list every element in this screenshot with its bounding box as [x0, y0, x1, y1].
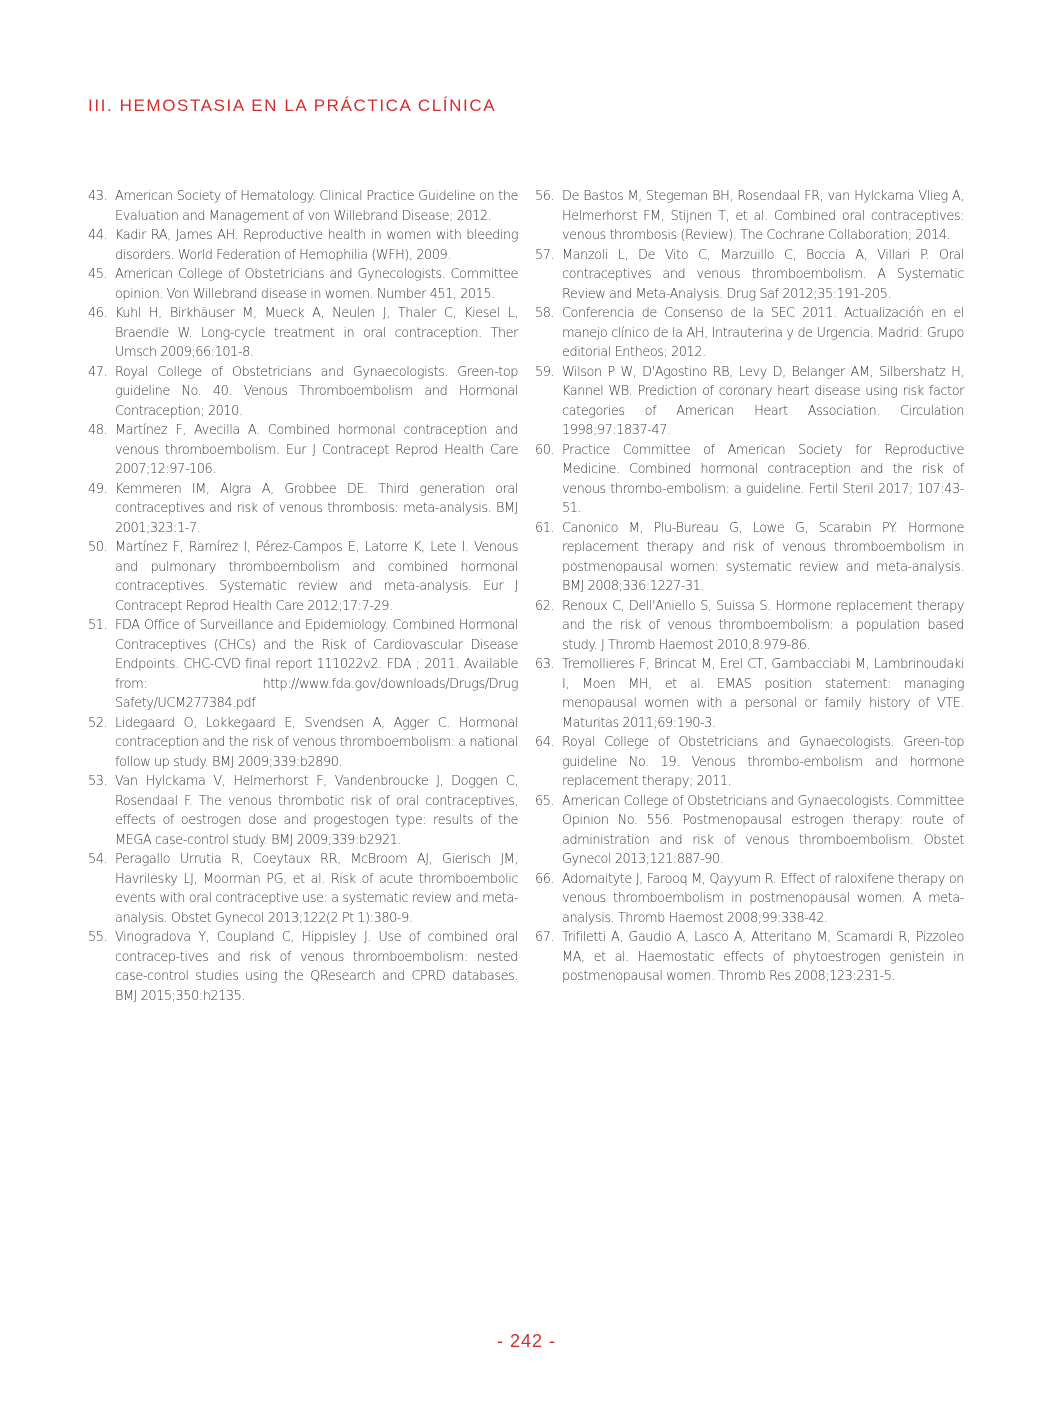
reference-item	[535, 733, 964, 792]
reference-number: 67.	[535, 930, 555, 945]
reference-number: 47.	[88, 364, 108, 380]
reference-item	[88, 714, 518, 773]
reference-number: 57.	[535, 247, 555, 263]
reference-text: Kuhl H, Birkhäuser M, Mueck A, Neulen J, Thaler C, Kiesel L, Braendle W. Long-cycle treatment in oral contraception. Ther Umsch 2009;66:101-8.	[115, 306, 518, 360]
reference-item	[88, 421, 518, 480]
reference-item	[535, 363, 964, 441]
reference-item	[88, 928, 518, 1006]
reference-number: 54.	[88, 852, 108, 867]
reference-item	[88, 363, 518, 422]
section-title: III. HEMOSTASIA EN LA PRÁCTICA CLÍNICA	[88, 96, 497, 115]
reference-item	[88, 265, 518, 304]
reference-text: Lidegaard O, Lokkegaard E, Svendsen A, Agger C. Hormonal contraception and the risk of venous thromboembolism: a national follow up study. BMJ 2009;339:b2890.	[115, 715, 518, 770]
reference-text: American College of Obstetricians and Gynaecologists. Committee Opinion No. 556. Postmenopausal estrogen therapy: route of administration and risk of venous thromboembolism. Obstet Gynecol 2013;121:887-90.	[562, 793, 964, 867]
reference-item	[88, 226, 518, 265]
reference-text: Renoux C, Dell'Aniello S, Suissa S. Hormone replacement therapy and the risk of venous thromboembolism: a population based study. J Thromb Haemost 2010;8:979-86.	[562, 598, 964, 653]
reference-number: 61.	[535, 520, 555, 536]
reference-text: De Bastos M, Stegeman BH, Rosendaal FR, van Hylckama Vlieg A, Helmerhorst FM, Stijnen T, et al. Combined oral contraceptives: venous thrombosis (Review). The Cochrane Collaboration; 2014.	[562, 189, 964, 243]
reference-item	[88, 616, 518, 714]
reference-number: 46.	[88, 306, 108, 321]
reference-text: Trifiletti A, Gaudio A, Lasco A, Atteritano M, Scamardi R, Pizzoleo MA, et al. Haemostatic effects of phytoestrogen genistein in postmenopausal women. Thromb Res 2008;123:231-5.	[562, 930, 964, 984]
reference-text: Martínez F, Avecilla A. Combined hormonal contraception and venous thromboembolism. Eur J Contracept Reprod Health Care 2007;12:97-106.	[115, 423, 518, 477]
reference-item	[535, 928, 964, 987]
reference-text: Van Hylckama V, Helmerhorst F, Vandenbroucke J, Doggen C, Rosendaal F. The venous thrombotic risk of oral contraceptives, effects of oestrogen dose and progestogen type: results of the MEGA case-control study. BMJ 2009;339:b2921.	[115, 774, 518, 848]
reference-number: 55.	[88, 930, 108, 945]
reference-item	[88, 480, 518, 539]
reference-item	[88, 850, 518, 928]
reference-number: 64.	[535, 735, 555, 750]
reference-number: 63.	[535, 657, 555, 672]
reference-text: FDA Office of Surveillance and Epidemiology. Combined Hormonal Contraceptives (CHCs) and the Risk of Cardiovascular Disease Endpoints. CHC-CVD final report 111022v2. FDA ; 2011. Available from: http://www.fda.gov/downloads/Drugs/Drug Safety/UCM277384.pdf	[115, 618, 518, 711]
reference-item	[535, 597, 964, 656]
reference-item	[535, 441, 964, 519]
reference-item	[535, 655, 964, 733]
reference-text: American Society of Hematology. Clinical Practice Guideline on the Evaluation and Management of von Willebrand Disease; 2012.	[115, 189, 518, 224]
reference-text: Adomaityte J, Farooq M, Qayyum R. Effect of raloxifene therapy on venous thromboembolism in postmenopausal women. A meta-analysis. Thromb Haemost 2008;99:338-42.	[562, 871, 964, 926]
reference-number: 65.	[535, 793, 555, 809]
reference-number: 60.	[535, 442, 555, 458]
reference-text: Manzoli L, De Vito C, Marzuillo C, Boccia A, Villari P. Oral contraceptives and venous thromboembolism. A Systematic Review and Meta-Analysis. Drug Saf 2012;35:191-205.	[562, 247, 964, 302]
reference-item	[88, 187, 518, 226]
reference-text: Tremollieres F, Brincat M, Erel CT, Gambacciabi M, Lambrinoudaki I, Moen MH, et al. EMAS position statement: managing menopausal women with a personal or family history of VTE. Maturitas 2011;69:190-3.	[562, 657, 964, 731]
page-number: - 242 -	[496, 1331, 557, 1351]
references-column-right	[535, 187, 964, 987]
reference-number: 50.	[88, 540, 108, 555]
reference-item	[88, 538, 518, 616]
reference-item	[535, 870, 964, 929]
reference-number: 43.	[88, 189, 108, 204]
reference-number: 56.	[535, 189, 555, 204]
reference-item	[88, 304, 518, 363]
reference-number: 49.	[88, 481, 108, 497]
reference-number: 44.	[88, 228, 108, 243]
reference-text: Royal College of Obstetricians and Gynaecologists. Green-top guideline No. 40. Venous Thromboembolism and Hormonal Contraception; 2010.	[115, 364, 518, 419]
reference-number: 52.	[88, 715, 108, 731]
reference-number: 53.	[88, 774, 108, 789]
reference-item	[535, 792, 964, 870]
reference-number: 59.	[535, 364, 555, 380]
reference-number: 62.	[535, 598, 555, 614]
reference-item	[88, 772, 518, 850]
reference-number: 48.	[88, 423, 108, 438]
reference-text: Royal College of Obstetricians and Gynaecologists. Green-top guideline No. 19. Venous thrombo-embolism and hormone replacement therapy; 2011.	[562, 735, 964, 789]
reference-text: Canonico M, Plu-Bureau G, Lowe G, Scarabin PY. Hormone replacement therapy and risk of venous thromboembolism in postmenopausal women: systematic review and meta-analysis. BMJ 2008;336:1227-31.	[562, 520, 964, 594]
reference-number: 58.	[535, 306, 555, 321]
reference-text: Wilson P W, D'Agostino RB, Levy D, Belanger AM, Silbershatz H, Kannel WB. Prediction of coronary heart disease using risk factor categories of American Heart Association. Circulation 1998;97:1837-47.	[562, 364, 964, 438]
reference-item	[535, 304, 964, 363]
reference-text: Peragallo Urrutia R, Coeytaux RR, McBroom AJ, Gierisch JM, Havrilesky LJ, Moorman PG, et al. Risk of acute thromboembolic events with oral contraceptive use: a systematic review and meta-analysis. Obstet Gynecol 2013;122(2 Pt 1):380-9.	[115, 852, 518, 926]
reference-number: 66.	[535, 871, 555, 887]
reference-text: Martínez F, Ramírez I, Pérez-Campos E, Latorre K, Lete I. Venous and pulmonary thromboembolism and combined hormonal contraceptives. Systematic review and meta-analysis. Eur J Contracept Reprod Health Care 2012;17:7-29.	[115, 540, 518, 614]
reference-text: American College of Obstetricians and Gynecologists. Committee opinion. Von Willebrand disease in women. Number 451, 2015.	[115, 267, 518, 302]
reference-text: Vinogradova Y, Coupland C, Hippisley J. Use of combined oral contracep-tives and risk of venous thromboembolism: nested case-control studies using the QResearch and CPRD databases. BMJ 2015;350:h2135.	[115, 930, 518, 1004]
reference-number: 45.	[88, 267, 108, 282]
references-column-left	[88, 187, 518, 1006]
reference-text: Conferencia de Consenso de la SEC 2011. Actualización en el manejo clínico de la AH, Intrauterina y de Urgencia. Madrid: Grupo editorial Entheos; 2012.	[562, 306, 964, 360]
reference-item	[535, 246, 964, 305]
reference-text: Kadir RA, James AH. Reproductive health in women with bleeding disorders. World Federation of Hemophilia (WFH), 2009.	[115, 228, 518, 263]
reference-number: 51.	[88, 618, 108, 633]
reference-text: Practice Committee of American Society for Reproductive Medicine. Combined hormonal contraception and the risk of venous thrombo-embolism: a guideline. Fertil Steril 2017; 107:43-51.	[562, 442, 964, 516]
reference-item	[535, 519, 964, 597]
reference-item	[535, 187, 964, 246]
reference-text: Kemmeren IM, Algra A, Grobbee DE. Third generation oral contraceptives and risk of venous thrombosis: meta-analysis. BMJ 2001;323:1-7.	[115, 481, 518, 536]
